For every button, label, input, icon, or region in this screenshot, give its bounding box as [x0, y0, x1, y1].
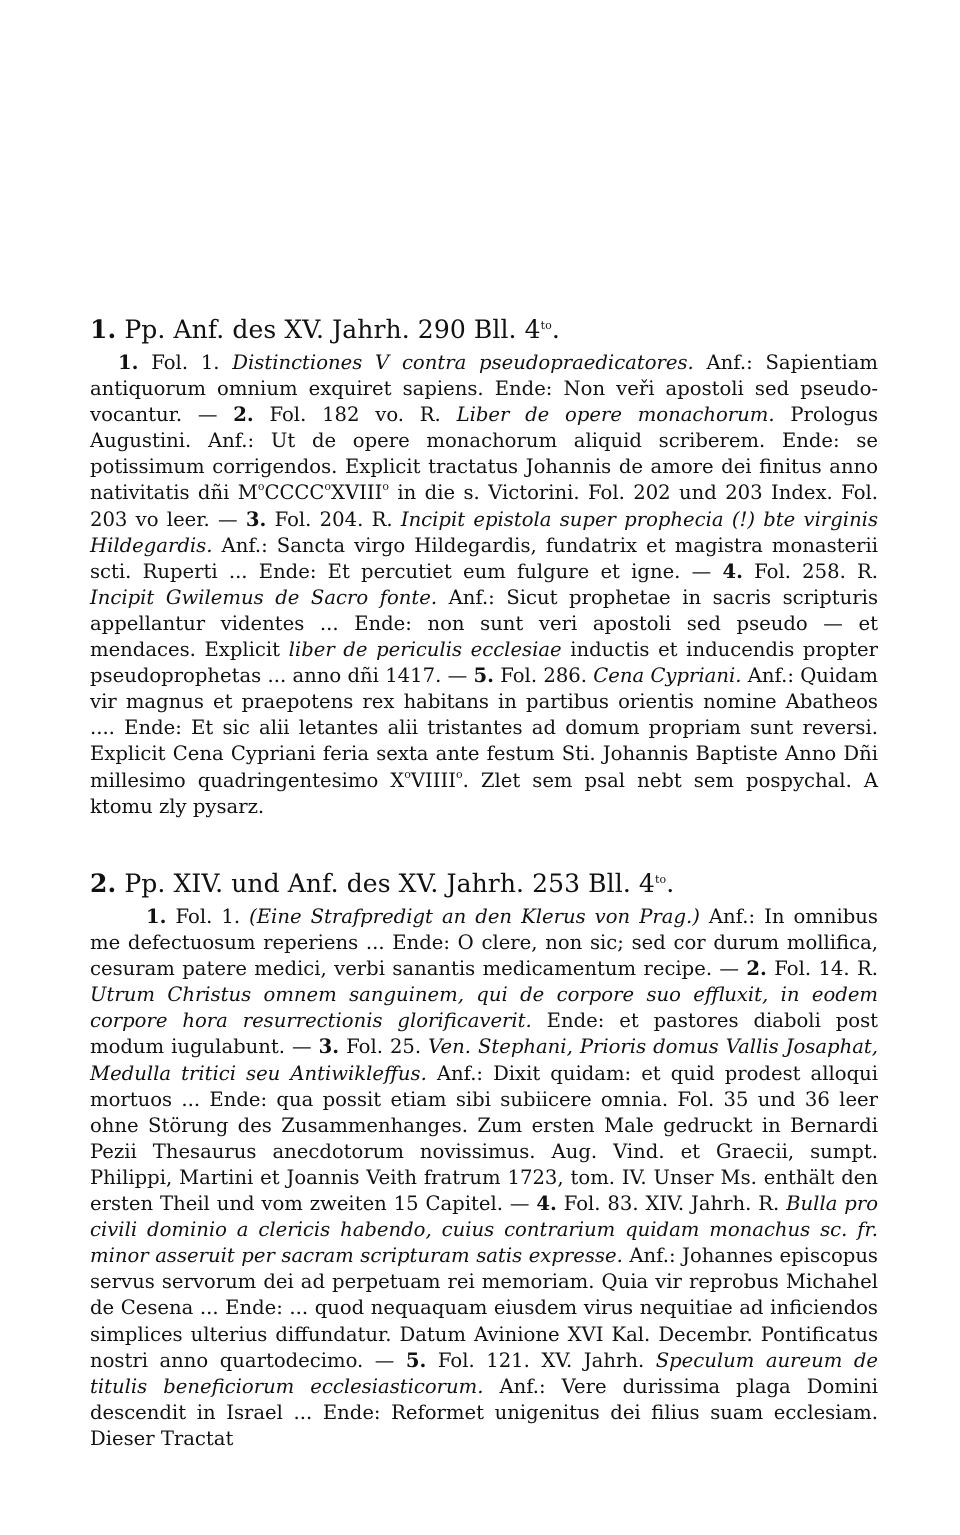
- item-title: Ven. Stephani, Prioris domus Vallis Josaphat, Medulla tritici seu Antiwikleffus.: [90, 1035, 878, 1085]
- superscript-mark: o: [382, 480, 389, 494]
- item-number: 4.: [722, 559, 743, 583]
- superscript-mark: o: [324, 480, 332, 494]
- item-number: 1.: [146, 905, 167, 928]
- body-text: Anf.: Sancta virgo Hildegardis, fundatrix et magistra monasterii scti. Ruperti ... Ende: Et percutiet eum fulgure et igne. —: [90, 533, 878, 583]
- body-text: Fol. 25.: [339, 1035, 429, 1059]
- body-text: Fol. 204. R.: [266, 507, 401, 531]
- body-text: VIIII: [410, 768, 456, 792]
- item-number: 3.: [318, 1035, 340, 1059]
- body-text: Anf.: Sapientiam antiquorum omnium exquiret sapiens. Ende: Non veři apostoli sed pseudovocantur. —: [90, 351, 878, 427]
- item-number: 5.: [405, 1348, 427, 1372]
- item-number: 5.: [473, 664, 494, 688]
- body-text: Ende: et pastores diaboli post modum iugulabunt. —: [90, 1009, 879, 1059]
- body-text: Anf.: Dixit quidam: et quid prodest alloqui mortuos ... Ende: qua possit etiam sibi subiicere omnia. Fol. 35 und 36 leer ohne Störung des Zusammenhanges. Zum ersten Male gedruckt in Bernardi Pezii Thesaurus anecdotorum novissimus. Aug. Vind. et Graecii, sumpt. Philippi, Martini et Joannis Veith fratrum 1723, tom. IV. Unser Ms. enthält den ersten Theil und vom zweiten 15 Capitel. —: [90, 1061, 878, 1216]
- body-text: Fol. 286.: [493, 664, 594, 688]
- manuscript-entry-2: [90, 868, 878, 1452]
- body-text: Fol. 14. R.: [766, 957, 878, 981]
- item-title: Incipit Gwilemus de Sacro fonte.: [90, 585, 438, 609]
- entry-heading-text: Pp. XIV. und Anf. des XV. Jahrh. 253 Bll. 4: [124, 869, 655, 898]
- item-title: Speculum aureum de titulis beneficiorum ecclesiasticorum.: [90, 1348, 878, 1398]
- item-title: Bulla pro civili dominio a clericis habendo, cuius contrarium quidam monachus sc. fr. minor asseruit per sacram scripturam satis expresse.: [90, 1192, 878, 1268]
- body-text: Fol. 1.: [138, 351, 233, 374]
- item-title: Distinctiones V contra pseudopraedicatores.: [232, 351, 694, 374]
- body-text: Fol. 83. XIV. Jahrh. R.: [556, 1192, 787, 1216]
- format-superscript: to: [540, 319, 552, 332]
- superscript-mark: o: [456, 767, 463, 781]
- body-text: Anf.: Sicut prophetae in sacris scripturis appellantur videntes ... Ende: non sunt veri apostoli sed pseudo — et mendaces. Explicit: [90, 585, 878, 662]
- body-text: Fol. 121. XV. Jahrh.: [426, 1348, 656, 1372]
- body-text: Anf.: Quidam vir magnus et praepotens rex habitans in partibus orientis nomine Abatheos .... Ende: Et sic alii letantes alii tristantes ad domum propriam sunt reversi. Explicit Cena Cypriani feria sexta ante festum Sti. Johannis Baptiste Anno Dñi millesimo quadringentesimo X: [90, 664, 878, 792]
- body-text: Anf.: Vere durissima plaga Domini descendit in Israel ... Ende: Reformet unigenitus dei filius suam ecclesiam. Dieser Tractat: [90, 1374, 878, 1450]
- entry-heading-text: Pp. Anf. des XV. Jahrh. 290 Bll. 4: [124, 315, 541, 344]
- superscript-mark: o: [404, 767, 411, 781]
- manuscript-entry-1: [90, 314, 878, 820]
- item-number: 4.: [536, 1192, 557, 1216]
- body-text: CCCC: [264, 481, 325, 505]
- item-number: 1.: [118, 351, 139, 374]
- item-title: (Eine Strafpredigt an den Klerus von Prag.): [249, 905, 700, 928]
- format-superscript: to: [654, 873, 667, 886]
- body-text: Fol. 1.: [166, 905, 250, 928]
- body-text: Fol. 182 vo. R.: [253, 403, 457, 427]
- body-text: Anf.: In omnibus me defectuosum reperiens ... Ende: O clere, non sic; sed cor durum mollifica, cesuram patere medici, verbi sanantis medicamentum recipe. —: [90, 905, 878, 981]
- heading-period: .: [666, 869, 675, 898]
- entry-number: 1.: [90, 315, 117, 344]
- item-number: 3.: [245, 507, 267, 531]
- item-title: Cena Cypriani.: [593, 664, 742, 688]
- heading-period: .: [551, 315, 560, 344]
- body-text: in die s. Victorini. Fol. 202 und 203 Index. Fol. 203 vo leer. —: [90, 481, 878, 531]
- entry-heading: [90, 314, 878, 346]
- body-text: inductis et inducendis propter pseudoprophetas ... anno dñi 1417. —: [90, 638, 878, 688]
- entry-body: [90, 350, 878, 820]
- item-title: Liber de opere monachorum.: [456, 403, 775, 427]
- body-text: . Zlet sem psal nebt sem pospychal. A ktomu zly pysarz.: [90, 768, 878, 818]
- body-text: Prologus Augustini. Anf.: Ut de opere monachorum aliquid scriberem. Ende: se potissimum corrigendos. Explicit tractatus Johannis de amore dei finitus anno nativitatis dñi M: [90, 403, 879, 505]
- superscript-mark: o: [257, 480, 265, 494]
- body-text: XVIII: [331, 481, 383, 505]
- item-title: Incipit epistola super prophecia (!) bte virginis Hildegardis.: [90, 507, 879, 557]
- body-text: Fol. 258. R.: [742, 559, 879, 583]
- entry-number: 2.: [90, 869, 117, 898]
- entry-heading: [90, 868, 878, 900]
- item-title: Utrum Christus omnem sanguinem, qui de corpore suo effluxit, in eodem corpore hora resurrectionis glorificaverit.: [90, 983, 878, 1033]
- item-number: 2.: [233, 403, 254, 427]
- item-number: 2.: [746, 957, 767, 981]
- entry-body: [90, 904, 878, 1452]
- body-text: Anf.: Johannes episcopus servus servorum dei ad perpetuam rei memoriam. Quia vir reprobus Michahel de Cesena ... Ende: ... quod nequaquam eiusdem virus nequitiae ad inficiendos simplices ulterius diffundatur. Datum Avinione XVI Kal. Decembr. Pontificatus nostri anno quartodecimo. —: [90, 1244, 878, 1372]
- item-title: liber de periculis ecclesiae: [288, 638, 562, 662]
